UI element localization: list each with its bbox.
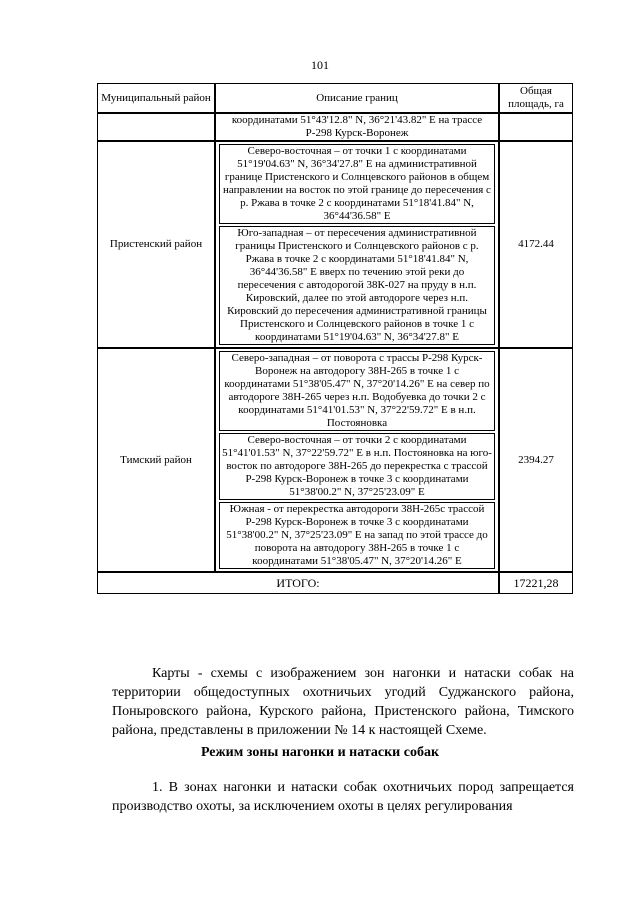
boundary-description: Юго-западная – от пересечения административной границы Пристенского и Солнцевского районов с р. Ржава в точке 2 с координатами 51°18'41.84" N, 36°44'36.58" E вверх по течению этой реки до пересечения с автодорогой 38К-027 на пруду в н.п. Кировский, далее по этой автодороге через н.п. Кировский до пересечения административной границы Пристенского и Солнцевского районов в точке 1 с координатами 51°19'04.63" N, 36°34'27.8" E [219,226,495,345]
table-row-pristensky [97,141,573,348]
header-district: Муниципальный район [97,83,215,113]
district-cell: Тимский район [97,348,215,572]
district-cell: Пристенский район [97,141,215,348]
table-row-timsky [97,348,573,572]
total-label: ИТОГО: [97,572,499,594]
area-cell: 2394.27 [499,348,573,572]
boundary-description: Северо-восточная – от точки 2 с координатами 51°41'01.53" N, 37°22'59.72" E в н.п. Постояновка на юго-восток по автодороге 38Н-265 до перекрестка с трассой Р-298 Курск-Воронеж в точке 3 с координатами 51°38'00.2" N, 37°25'23.09" E [219,433,495,500]
continuation-description: координатами 51°43'12.8" N, 36°21'43.82" E на трассе Р-298 Курск-Воронеж [215,113,499,141]
total-value: 17221,28 [499,572,573,594]
area-cell: 4172.44 [499,141,573,348]
boundary-description: Южная - от перекрестка автодороги 38Н-265с трассой Р-298 Курск-Воронеж в точке 3 с координатами 51°38'00.2" N, 37°25'23.09" E на запад по этой трассе до поворота на автодорогу 38Н-265 в точке 1 с координатами 51°38'05.47" N, 37°20'14.26" E [219,502,495,569]
page-number: 101 [311,58,329,72]
boundary-description: Северо-восточная – от точки 1 с координатами 51°19'04.63" N, 36°34'27.8" E на административной границе Пристенского и Солнцевского районов в общем направлении на восток по этой границе до пересечения с р. Ржава в точке 2 с координатами 51°18'41.84" N, 36°44'36.58" E [219,144,495,224]
table-row-total [97,572,573,594]
header-area: Общая площадь, га [499,83,573,113]
section-heading: Режим зоны нагонки и натаски собак [200,745,440,760]
paragraph-rule-1: 1. В зонах нагонки и натаски собак охотничьих пород запрещается производство охоты, за исключением охоты в целях регулирования [112,780,574,814]
boundary-description: Северо-западная – от поворота с трассы Р-298 Курск-Воронеж на автодорогу 38Н-265 в точке 1 с координатами 51°38'05.47" N, 37°20'14.26" E на север по автодороге 38Н-265 через н.п. Водобуевка до точки 2 с координатами 51°41'01.53" N, 37°22'59.72" E в н.п. Постояновка [219,351,495,431]
paragraph-maps: Карты - схемы с изображением зон нагонки и натаски собак на территории общедоступных охотничьих угодий Суджанского района, Поныровского района, Курского района, Пристенского района, Тимского района, представлены в приложении № 14 к настоящей Схеме. [112,666,574,738]
table-row-continuation [97,113,573,141]
zones-table [97,83,573,594]
table-header-row [97,83,573,113]
header-description: Описание границ [215,83,499,113]
